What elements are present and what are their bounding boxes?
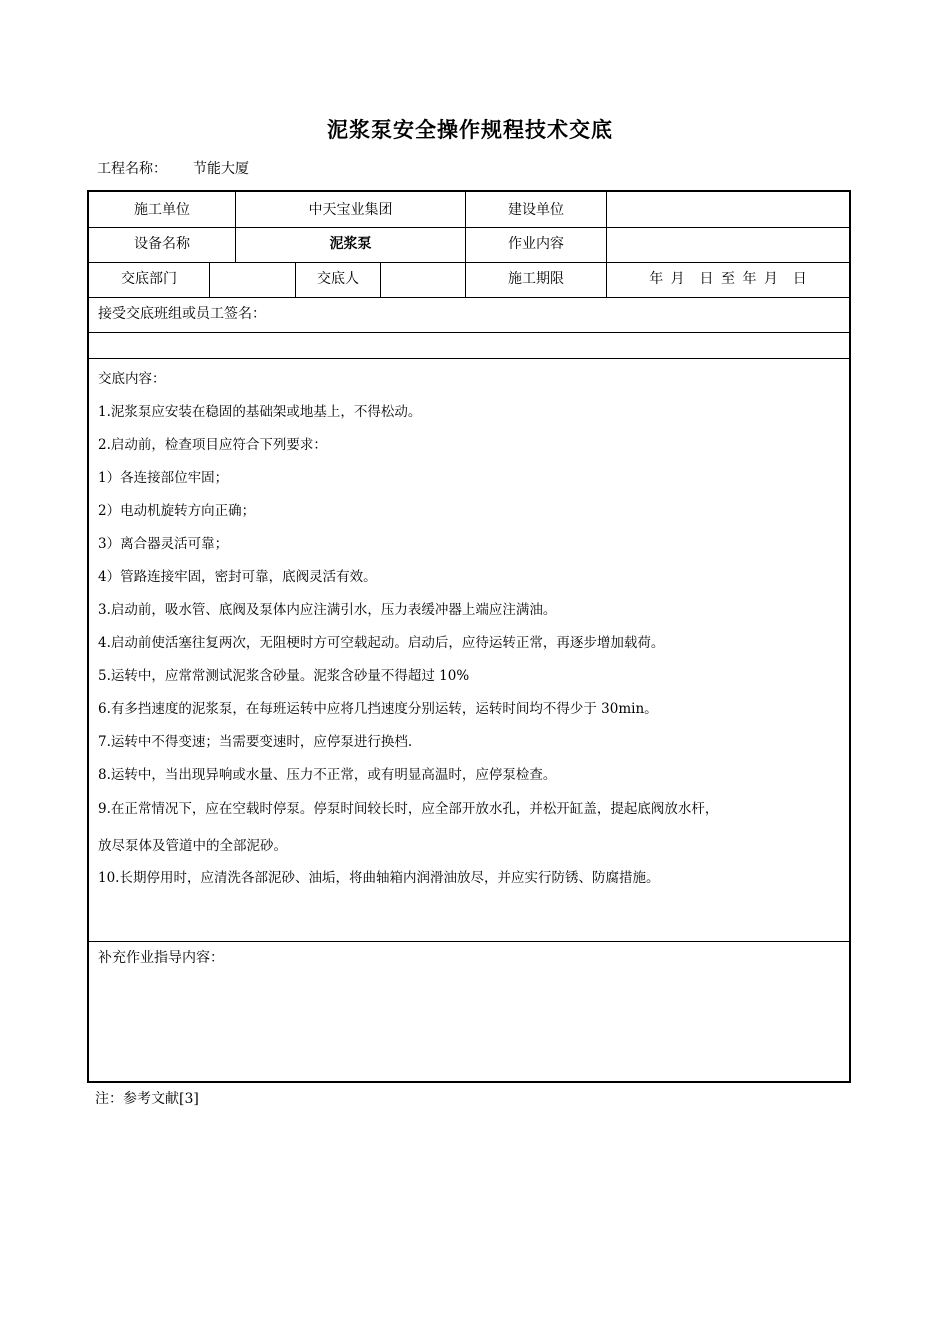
reference-note: 注：参考文献[3] [95,1091,199,1107]
equipment-name-value: 泥浆泵 [329,236,372,252]
disclosure-department-label: 交底部门 [121,271,177,287]
content-line: 2.启动前，检查项目应符合下列要求： [98,437,327,453]
row-divider [89,262,849,263]
owner-unit-label: 建设单位 [508,202,564,218]
work-content-label: 作业内容 [508,236,564,252]
row-divider [89,941,849,942]
supplement-label: 补充作业指导内容： [98,950,224,966]
project-name-line [97,158,249,178]
signature-field[interactable] [89,333,849,357]
content-line: 3.启动前，吸水管、底阀及泵体内应注满引水，压力表缓冲器上端应注满油。 [98,602,557,618]
content-line: 4）管路连接牢固，密封可靠，底阀灵活有效。 [98,569,377,585]
row-divider [89,227,849,228]
content-line: 1）各连接部位牢固； [98,470,229,486]
content-line: 放尽泵体及管道中的全部泥砂。 [98,838,287,854]
disclosure-form-table [87,190,851,1083]
content-line: 1.泥浆泵应安装在稳固的基础架或地基上，不得松动。 [98,404,422,420]
construction-unit-value: 中天宝业集团 [308,202,393,218]
discloser-label: 交底人 [317,271,359,287]
content-line: 5.运转中，应常常测试泥浆含砂量。泥浆含砂量不得超过 10% [98,668,470,684]
content-line: 9.在正常情况下，应在空载时停泵。停泵时间较长时，应全部开放水孔，并松开缸盖，提起底阀放水杆， [98,801,719,817]
content-line: 3）离合器灵活可靠； [98,536,229,552]
column-divider [380,262,381,297]
construction-period-label: 施工期限 [508,271,564,287]
content-line: 2）电动机旋转方向正确； [98,503,256,519]
content-line: 7.运转中不得变速；当需要变速时，应停泵进行换档. [98,734,413,750]
row-divider [89,297,849,298]
content-line: 10.长期停用时，应清洗各部泥砂、油垢，将曲轴箱内润滑油放尽，并应实行防锈、防腐措施。 [98,870,660,886]
page-title: 泥浆泵安全操作规程技术交底 [327,118,613,142]
row-divider [89,358,849,359]
column-divider [209,262,210,297]
content-label: 交底内容： [98,371,166,387]
content-line: 8.运转中，当出现异响或水量、压力不正常，或有明显高温时，应停泵检查。 [98,767,557,783]
project-name-label: 工程名称： [97,161,167,177]
signature-label: 接受交底班组或员工签名： [98,306,266,322]
construction-period-value: 年 月 日 至 年 月 日 [649,271,807,287]
content-line: 4.启动前使活塞往复两次，无阻梗时方可空载起动。启动后，应待运转正常，再逐步增加载荷。 [98,635,665,651]
content-line: 6.有多挡速度的泥浆泵，在每班运转中应将几挡速度分别运转，运转时间均不得少于 30min。 [98,701,658,717]
equipment-name-label: 设备名称 [134,236,190,252]
project-name-value: 节能大厦 [193,161,249,177]
construction-unit-label: 施工单位 [134,202,190,218]
